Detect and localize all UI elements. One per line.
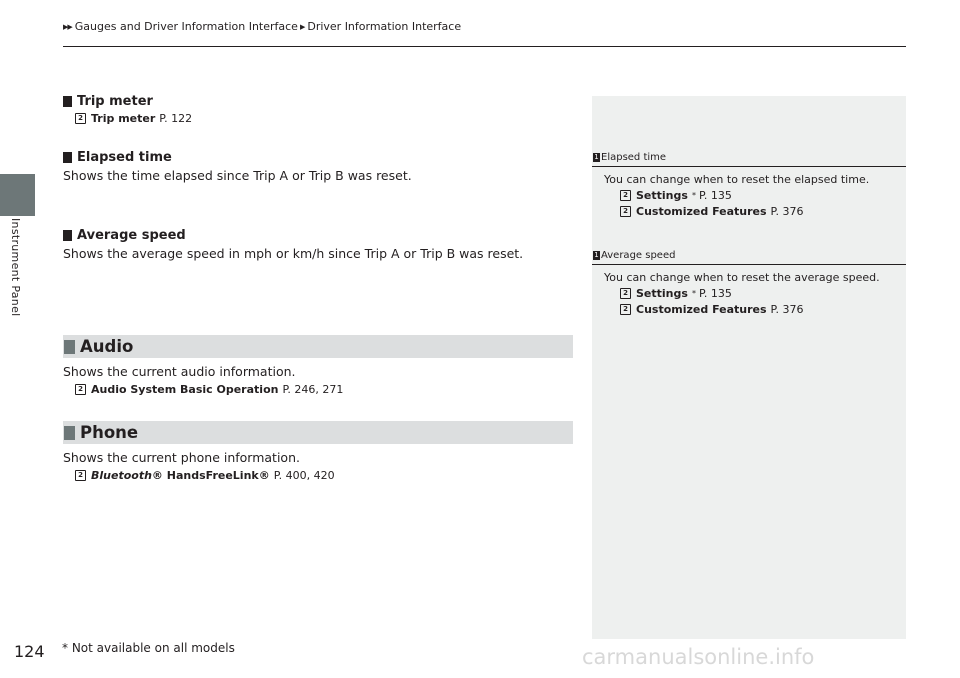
breadcrumb-arrow-icon: ▶ — [299, 22, 305, 31]
audio-reference[interactable]: 2 Audio System Basic Operation P. 246, 271 — [75, 383, 343, 396]
breadcrumb — [63, 20, 461, 33]
trip-meter-heading: Trip meter — [63, 94, 153, 109]
footnote: * Not available on all models — [62, 641, 235, 655]
chapter-side-label: Instrument Panel — [9, 218, 22, 317]
watermark: carmanualsonline.info — [582, 645, 815, 669]
page-number: 124 — [14, 642, 45, 661]
note-text: You can change when to reset the average speed. — [604, 271, 880, 284]
reference-arrow-icon: 2 — [75, 470, 86, 481]
reference-arrow-icon: 2 — [75, 113, 86, 124]
note-marker-icon: 1 — [594, 251, 599, 259]
footnote-star: * — [691, 191, 696, 200]
note-title: Average speed — [601, 250, 676, 261]
bullet-square-icon — [63, 96, 72, 107]
reference-arrow-icon: 2 — [620, 304, 631, 315]
average-speed-heading: Average speed — [63, 228, 186, 243]
reference-arrow-icon: 2 — [620, 190, 631, 201]
bullet-square-icon — [63, 230, 72, 241]
phone-description: Shows the current phone information. — [63, 450, 300, 465]
note-title: Elapsed time — [601, 152, 667, 163]
average-speed-description: Shows the average speed in mph or km/h since Trip A or Trip B was reset. — [63, 246, 524, 261]
audio-description: Shows the current audio information. — [63, 364, 296, 379]
breadcrumb-arrow-icon: ▶▶ — [63, 22, 72, 31]
audio-heading: Audio — [80, 337, 134, 356]
bullet-square-icon — [63, 152, 72, 163]
breadcrumb-level2[interactable]: Driver Information Interface — [307, 20, 462, 33]
breadcrumb-level1[interactable]: Gauges and Driver Information Interface — [74, 20, 298, 33]
note-marker-icon: 1 — [594, 153, 599, 161]
note-reference-customized[interactable]: 2 Customized Features P. 376 — [620, 205, 906, 218]
elapsed-time-note — [592, 151, 906, 218]
note-reference-settings[interactable]: 2 Settings * P. 135 — [620, 189, 906, 202]
reference-arrow-icon: 2 — [620, 206, 631, 217]
phone-reference[interactable]: 2 Bluetooth® HandsFreeLink® P. 400, 420 — [75, 469, 335, 482]
phone-heading: Phone — [80, 423, 139, 442]
note-text: You can change when to reset the elapsed time. — [604, 173, 870, 186]
note-reference-settings[interactable]: 2 Settings * P. 135 — [620, 287, 906, 300]
reference-arrow-icon: 2 — [75, 384, 86, 395]
footnote-star: * — [691, 289, 696, 298]
trip-meter-reference[interactable]: 2 Trip meter P. 122 — [75, 112, 192, 125]
note-divider — [592, 264, 906, 265]
elapsed-time-description: Shows the time elapsed since Trip A or Trip B was reset. — [63, 168, 412, 183]
elapsed-time-heading: Elapsed time — [63, 150, 172, 165]
chapter-tab — [0, 174, 35, 216]
reference-arrow-icon: 2 — [620, 288, 631, 299]
phone-section-band — [63, 421, 573, 444]
audio-section-band — [63, 335, 573, 358]
bullet-square-icon — [64, 426, 75, 440]
note-reference-customized[interactable]: 2 Customized Features P. 376 — [620, 303, 906, 316]
average-speed-note — [592, 249, 906, 316]
bullet-square-icon — [64, 340, 75, 354]
note-divider — [592, 166, 906, 167]
header-divider — [63, 46, 906, 47]
